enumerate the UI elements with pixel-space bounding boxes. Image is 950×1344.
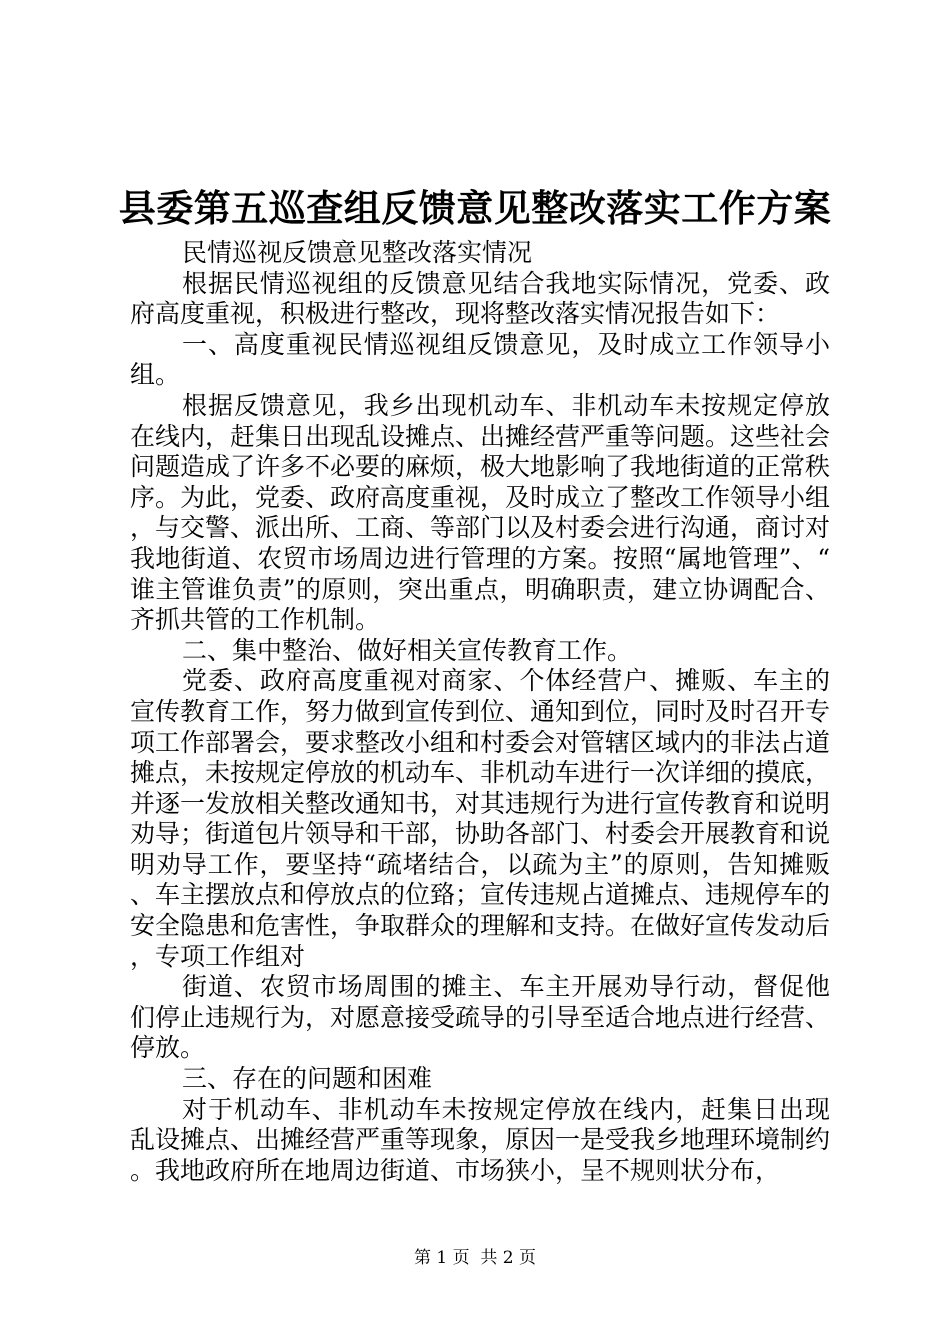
section-heading-2: 二、集中整治、做好相关宣传教育工作。 (182, 635, 633, 665)
paragraph-section-3: 对于机动车、非机动车未按规定停放在线内，赶集日出现乱设摊点、出摊经营严重等现象，原因一是受我乡地理环境制约。我地政府所在地周边街道、市场狭小，呈不规则状分布， (130, 1094, 831, 1185)
section-heading-3: 三、存在的问题和困难 (182, 1064, 433, 1094)
section-heading-1: 一、高度重视民情巡视组反馈意见，及时成立工作领导小组。 (130, 329, 830, 390)
paragraph-subtitle: 民情巡视反馈意见整改落实情况 (182, 238, 533, 267)
document-title: 县委第五巡查组反馈意见整改落实工作方案 (118, 186, 832, 230)
page-footer: 第 1 页 共 2 页 (413, 1248, 537, 1268)
paragraph-section-2-continued: 街道、农贸市场周围的摊主、车主开展劝导行动，督促他们停止违规行为，对愿意接受疏导的引导至适合地点进行经营、停放。 (130, 972, 831, 1063)
paragraph-section-1: 根据反馈意见，我乡出现机动车、非机动车未按规定停放在线内，赶集日出现乱设摊点、出摊经营严重等问题。这些社会问题造成了许多不必要的麻烦，极大地影响了我地街道的正常秩序。为此，党委、政府高度重视，及时成立了整改工作领导小组，与交警、派出所、工商、等部门以及村委会进行沟通，商讨对我地街道、农贸市场周边进行管理的方案。按照“属地管理”、“谁主管谁负责”的原则，突出重点，明确职责，建立协调配合、齐抓共管的工作机制。 (130, 390, 831, 635)
paragraph-intro: 根据民情巡视组的反馈意见结合我地实际情况，党委、政府高度重视，积极进行整改，现将整改落实情况报告如下： (130, 268, 830, 329)
document-body (130, 238, 830, 1186)
paragraph-section-2: 党委、政府高度重视对商家、个体经营户、摊贩、车主的宣传教育工作，努力做到宣传到位、通知到位，同时及时召开专项工作部署会，要求整改小组和村委会对管辖区域内的非法占道摊点，未按规定停放的机动车、非机动车进行一次详细的摸底，并逐一发放相关整改通知书，对其违规行为进行宣传教育和说明劝导；街道包片领导和干部，协助各部门、村委会开展教育和说明劝导工作，要坚持“疏堵结合，以疏为主”的原则，告知摊贩、车主摆放点和停放点的位臵；宣传违规占道摊点、违规停车的安全隐患和危害性，争取群众的理解和支持。在做好宣传发动后，专项工作组对 (130, 666, 831, 971)
